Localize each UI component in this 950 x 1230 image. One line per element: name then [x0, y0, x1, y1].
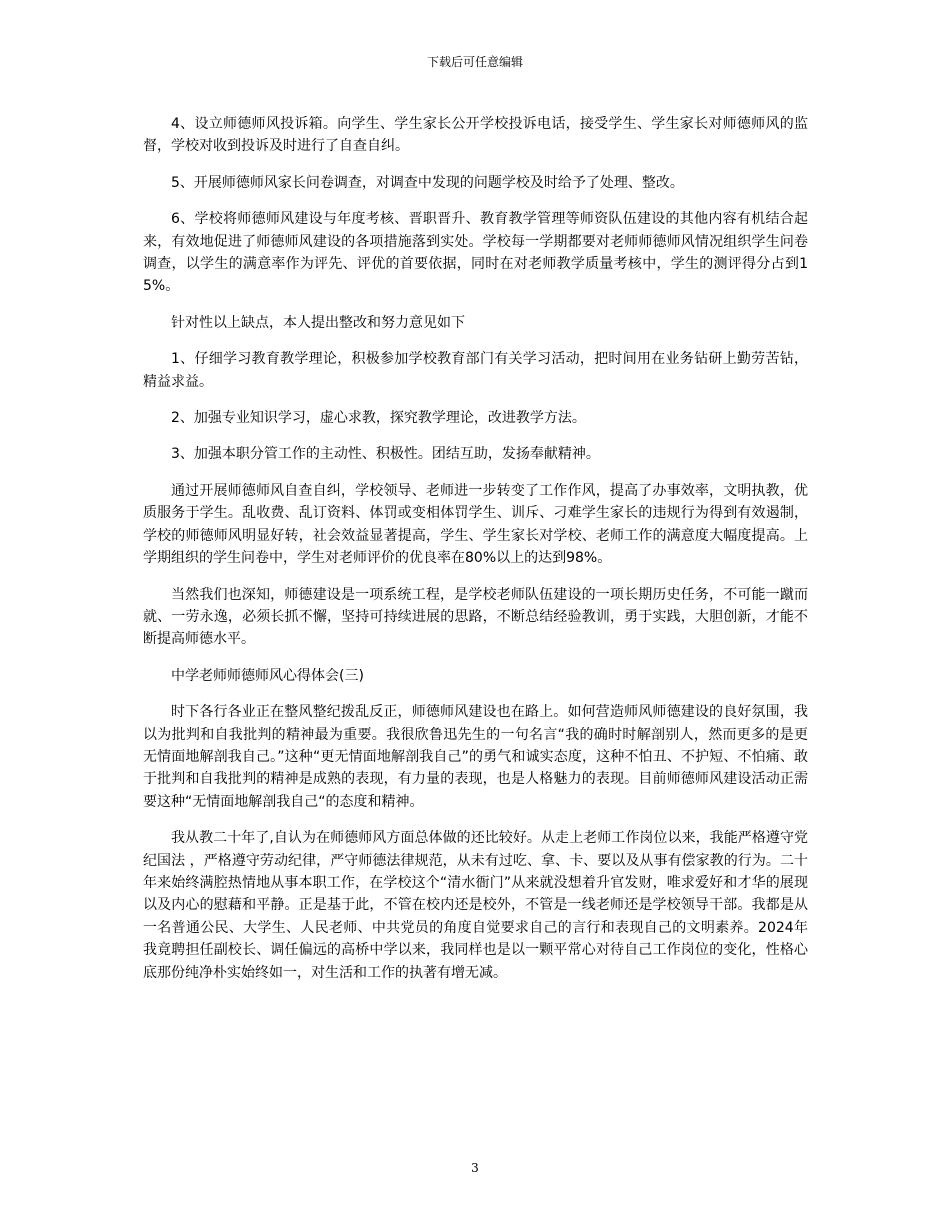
paragraph-item-6: 6、学校将师德师风建设与年度考核、晋职晋升、教育教学管理等师资队伍建设的其他内容有机结合起来，有效地促进了师德师风建设的各项措施落到实处。学校每一学期都要对老师师德师风情况组织学生问卷调查，以学生的满意率作为评先、评优的首要依据，同时在对老师教学质量考核中，学生的测评得分占到15%。: [143, 211, 808, 295]
paragraph-self-criticism: 时下各行各业正在整风整纪拨乱反正，师德师风建设也在路上。如何营造师风师德建设的良好氛围，我以为批判和自我批判的精神最为重要。我很欣鲁迅先生的一句名言“我的确时时解剖别人，然而更多的是更无情面地解剖我自己。”这种“更无情面地解剖我自己”的勇气和诚实态度，这种不怕丑、不护短、不怕痛、敢于批判和自我批判的精神是成熟的表现，有力量的表现，也是人格魅力的表现。目前师德师风建设活动正需要这种“无情面地解剖我自己“的态度和精神。: [143, 704, 808, 810]
section-heading: 中学老师师德师风心得体会(三): [171, 667, 364, 684]
paragraph-rectification-3: 3、加强本职分管工作的主动性、积极性。团结互助，发扬奉献精神。: [171, 446, 600, 463]
paragraph-rectification-2: 2、加强专业知识学习，虚心求教，探究教学理论，改进教学方法。: [171, 410, 586, 427]
paragraph-personal-experience: 我从教二十年了,自认为在师德师风方面总体做的还比较好。从走上老师工作岗位以来，我能严格遵守党纪国法 ，严格遵守劳动纪律，严守师德法律规范，从未有过吃、拿、卡、要以及从事有偿家教的行为。二十年来始终满腔热情地从事本职工作，在学校这个“清水衙门”从来就没想着升官发财，唯求爱好和才华的展现以及内心的慰藉和平静。正是基于此，不管在校内还是校外，不管是一线老师还是学校领导干部。我都是从一名普通公民、大学生、人民老师、中共党员的角度自觉要求自己的言行和表现自己的文明素养。2024年我竟聘担任副校长、调任偏远的高桥中学以来，我同样也是以一颗平常心对待自己工作岗位的变化，性格心底那份纯净朴实始终如一，对生活和工作的执著有增无减。: [143, 830, 808, 981]
paragraph-conclusion: 当然我们也深知，师德建设是一项系统工程，是学校老师队伍建设的一项长期历史任务，不可能一蹴而就、一劳永逸，必须长抓不懈，坚持可持续进展的思路，不断总结经验教训，勇于实践，大胆创新，才能不断提高师德水平。: [143, 586, 808, 648]
page-header: 下载后可任意编辑: [426, 55, 523, 69]
page-number: 3: [471, 1161, 479, 1175]
paragraph-rectification-intro: 针对性以上缺点，本人提出整改和努力意见如下: [171, 314, 465, 331]
paragraph-results: 通过开展师德师风自查自纠，学校领导、老师进一步转变了工作作风，提高了办事效率，文明执教，优质服务于学生。乱收费、乱订资料、体罚或变相体罚学生、训斥、刁难学生家长的违规行为得到有效遏制，学校的师德师风明显好转，社会效益显著提高，学生、学生家长对学校、老师工作的满意度大幅度提高。上学期组织的学生问卷中，学生对老师评价的优良率在80%以上的达到98%。: [143, 482, 808, 567]
document-body: [143, 113, 808, 998]
paragraph-rectification-1: 1、仔细学习教育教学理论，积极参加学校教育部门有关学习活动，把时间用在业务钻研上勤劳苦钻，精益求益。: [143, 351, 808, 390]
paragraph-item-4: 4、设立师德师风投诉箱。向学生、学生家长公开学校投诉电话，接受学生、学生家长对师德师风的监督，学校对收到投诉及时进行了自查自纠。: [143, 116, 808, 155]
paragraph-item-5: 5、开展师德师风家长问卷调查，对调查中发现的问题学校及时给予了处理、整改。: [171, 174, 684, 191]
